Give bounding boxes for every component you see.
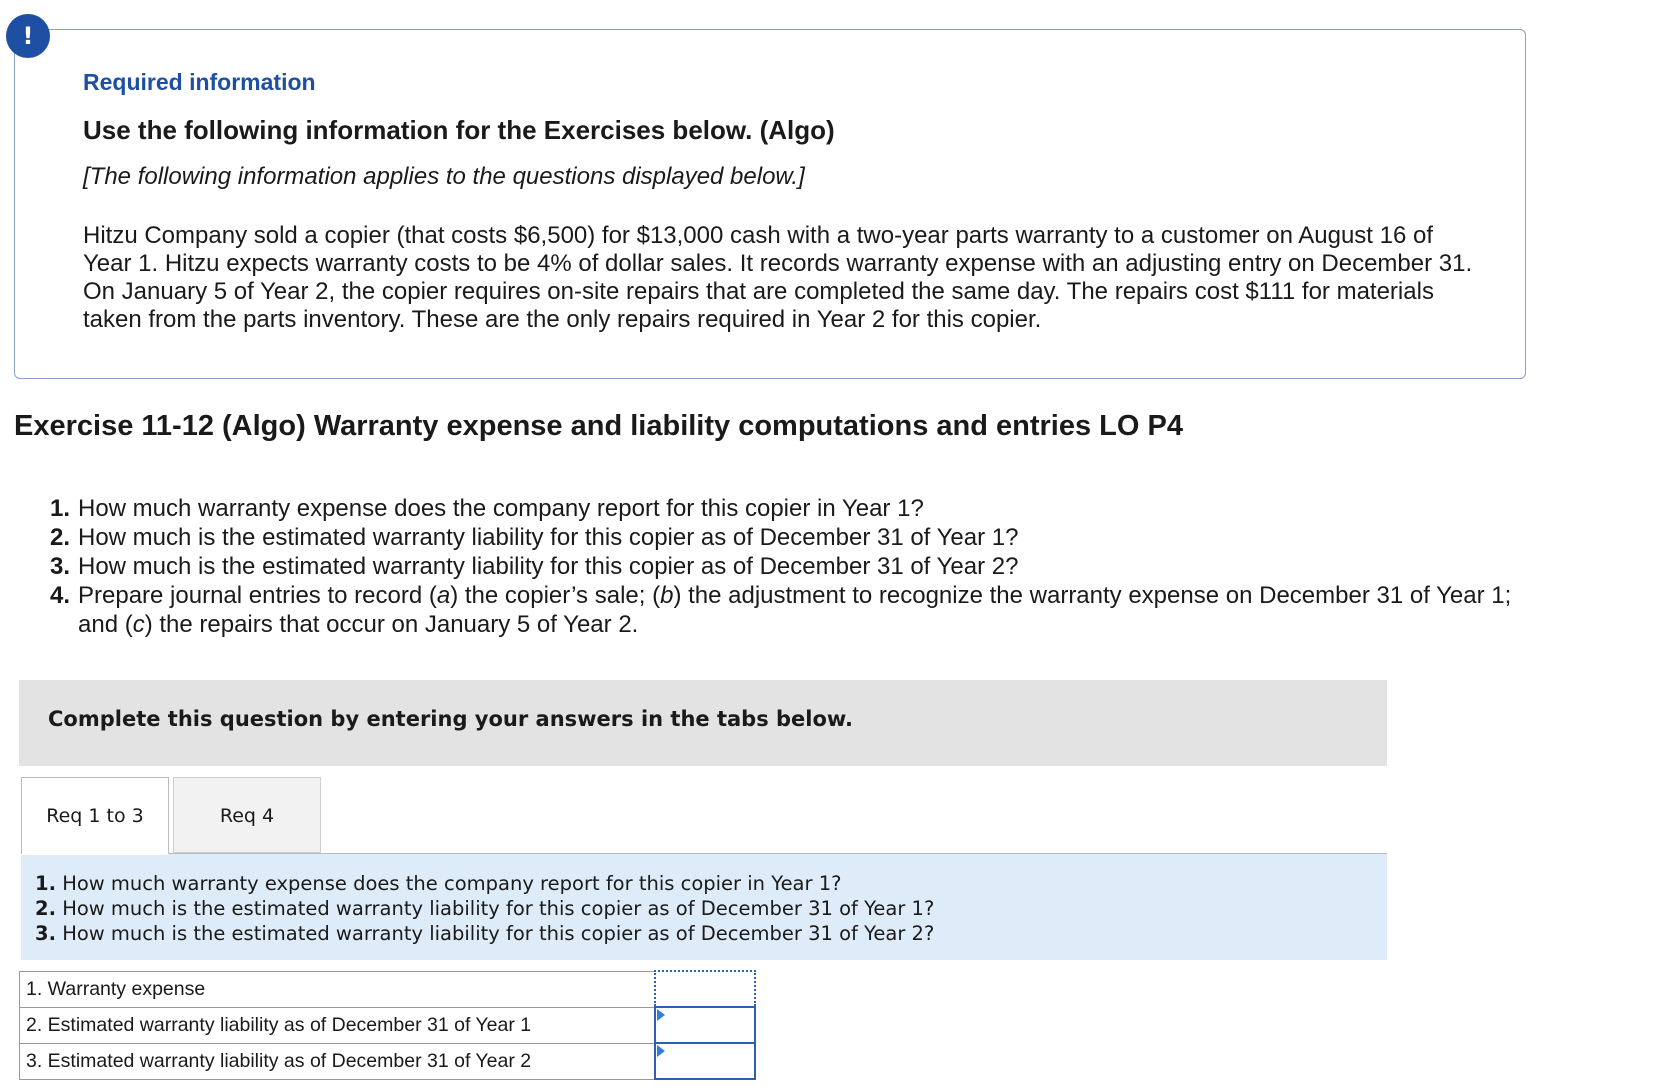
question-list xyxy=(50,494,1520,639)
question-number: 4. xyxy=(50,582,71,609)
answer-cell xyxy=(655,1043,755,1079)
tab-req-1-to-3[interactable]: Req 1 to 3 xyxy=(21,777,169,855)
question-text: How much is the estimated warranty liability for this copier as of December 31 of Year 1? xyxy=(78,524,1019,551)
question-item xyxy=(50,523,1520,552)
tab-question-panel xyxy=(21,854,1387,960)
required-info-title: Required information xyxy=(83,69,316,95)
triangle-marker-icon xyxy=(657,1009,665,1021)
table-row xyxy=(20,1043,755,1079)
question-text: Prepare journal entries to record (a) the copier’s sale; (b) the adjustment to recognize the warranty expense on December 31 of Year 1; and (c) the repairs that occur on January 5 of Year 2. xyxy=(78,582,1512,638)
panel-question: 1. How much warranty expense does the company report for this copier in Year 1? xyxy=(35,872,842,895)
question-number: 2. xyxy=(50,524,71,551)
warranty-expense-input[interactable] xyxy=(656,972,754,1006)
question-item xyxy=(50,581,1520,639)
liability-year-1-input[interactable] xyxy=(656,1008,754,1042)
tab-bar xyxy=(21,777,1387,854)
question-item xyxy=(50,552,1520,581)
triangle-marker-icon xyxy=(657,1045,665,1057)
exercise-title: Exercise 11-12 (Algo) Warranty expense and liability computations and entries LO P4 xyxy=(14,410,1183,442)
question-number: 3. xyxy=(50,553,71,580)
question-text: How much is the estimated warranty liability for this copier as of December 31 of Year 2? xyxy=(78,553,1019,580)
instruction-bar xyxy=(19,680,1387,766)
question-item xyxy=(50,494,1520,523)
required-info-body: Hitzu Company sold a copier (that costs $6,500) for $13,000 cash with a two-year parts warranty to a customer on August 16 of Year 1. Hitzu expects warranty costs to be 4% of dollar sales. It records warranty expense with an adjusting entry on December 31. On January 5 of Year 2, the copier requires on-site repairs that are completed the same day. The repairs cost $111 for materials taken from the parts inventory. These are the only repairs required in Year 2 for this copier. xyxy=(83,222,1473,333)
answer-label-liability-year-2: 3. Estimated warranty liability as of December 31 of Year 2 xyxy=(20,1043,655,1079)
answer-label-warranty-expense: 1. Warranty expense xyxy=(20,971,655,1007)
alert-icon: ! xyxy=(6,14,50,58)
answer-table xyxy=(19,970,756,1080)
question-number: 1. xyxy=(50,495,71,522)
panel-question: 3. How much is the estimated warranty liability for this copier as of December 31 of Year 2? xyxy=(35,922,935,945)
question-text: How much warranty expense does the company report for this copier in Year 1? xyxy=(78,495,924,522)
table-row xyxy=(20,1007,755,1043)
required-info-note: [The following information applies to the questions displayed below.] xyxy=(83,163,805,190)
table-row xyxy=(20,971,755,1007)
instruction-text: Complete this question by entering your answers in the tabs below. xyxy=(48,707,853,731)
answer-cell xyxy=(655,1007,755,1043)
answer-cell xyxy=(655,971,755,1007)
tab-req-4[interactable]: Req 4 xyxy=(173,777,321,853)
panel-question: 2. How much is the estimated warranty liability for this copier as of December 31 of Year 1? xyxy=(35,897,935,920)
required-info-heading: Use the following information for the Exercises below. (Algo) xyxy=(83,115,835,145)
answer-label-liability-year-1: 2. Estimated warranty liability as of December 31 of Year 1 xyxy=(20,1007,655,1043)
liability-year-2-input[interactable] xyxy=(656,1044,754,1078)
